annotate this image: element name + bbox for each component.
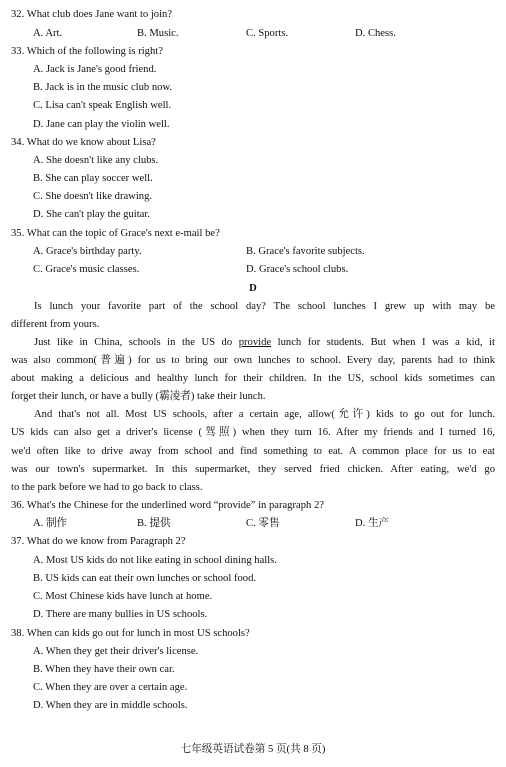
q33-option-d: D. Jane can play the violin well. (33, 119, 170, 130)
passage-line: about making a delicious and healthy lunch for their children. In the US, school kids sometimes can (11, 373, 495, 384)
q38-option-d: D. When they are in middle schools. (33, 700, 188, 711)
q35-option-d: D. Grace's school clubs. (246, 264, 349, 275)
q32-option-b: B. Music. (137, 28, 179, 39)
q35-option-a: A. Grace's birthday party. (33, 246, 142, 257)
q34-option-d: D. She can't play the guitar. (33, 209, 150, 220)
q37-option-b: B. US kids can eat their own lunches or school food. (33, 573, 257, 584)
q33-option-a: A. Jack is Jane's good friend. (33, 64, 157, 75)
passage-line: to the park before we had to go back to class. (11, 482, 203, 493)
question-36: 36. What's the Chinese for the underlined word “provide” in paragraph 2? (11, 500, 324, 511)
q36-option-c: C. 零售 (246, 518, 280, 529)
passage-line: Is lunch your favorite part of the school day? The school lunches I grew up with may be (34, 301, 495, 312)
question-34: 34. What do we know about Lisa? (11, 137, 156, 148)
passage-line (34, 336, 495, 350)
q37-option-d: D. There are many bullies in US schools. (33, 609, 208, 620)
passage-line: forget their lunch, or have a bully (霸凌者) take their lunch. (11, 391, 266, 402)
q32-option-a: A. Art. (33, 28, 63, 39)
q38-option-b: B. When they have their own car. (33, 664, 175, 675)
question-35: 35. What can the topic of Grace's next e-mail be? (11, 228, 220, 239)
passage-line: And that's not all. Most US schools, after a certain age, allow(允许) kids to go out for lunch. (34, 409, 495, 420)
question-33: 33. Which of the following is right? (11, 46, 163, 57)
question-37: 37. What do we know from Paragraph 2? (11, 536, 186, 547)
q36-option-a: A. 制作 (33, 518, 68, 529)
passage-line: we'd often like to drive away from school and find something to eat. A common place for us to eat (11, 446, 495, 457)
q35-option-b: B. Grace's favorite subjects. (246, 246, 365, 257)
page-footer: 七年级英语试卷第 5 页(共 8 页) (180, 744, 326, 755)
q32-option-d: D. Chess. (355, 28, 396, 39)
question-32: 32. What club does Jane want to join? (11, 9, 173, 20)
q34-option-a: A. She doesn't like any clubs. (33, 155, 159, 166)
q38-option-c: C. When they are over a certain age. (33, 682, 188, 693)
q37-option-c: C. Most Chinese kids have lunch at home. (33, 591, 213, 602)
passage-line: was also common(普遍) for us to bring our own lunches to school. Every day, parents had to think (11, 355, 495, 366)
section-label: D (249, 283, 257, 294)
q37-option-a: A. Most US kids do not like eating in school dining halls. (33, 555, 277, 566)
q33-option-b: B. Jack is in the music club now. (33, 82, 173, 93)
q38-option-a: A. When they get their driver's license. (33, 646, 199, 657)
q33-option-c: C. Lisa can't speak English well. (33, 100, 172, 111)
passage-text: lunch for students. But when I was a kid, it (271, 337, 495, 348)
passage-line: US kids can also get a driver's license (驾照) when they turn 16. After my friends and I turned 16, (11, 427, 495, 438)
underlined-word-provide: provide (238, 337, 272, 348)
q34-option-c: C. She doesn't like drawing. (33, 191, 153, 202)
q32-option-c: C. Sports. (246, 28, 289, 39)
q36-option-b: B. 提供 (137, 518, 171, 529)
question-38: 38. When can kids go out for lunch in most US schools? (11, 628, 250, 639)
passage-line: different from yours. (11, 319, 100, 330)
q36-option-d: D. 生产 (355, 518, 390, 529)
passage-line: was our town's supermarket. In this supermarket, they served fried chicken. After eating, we'd go (11, 464, 495, 475)
q35-option-c: C. Grace's music classes. (33, 264, 140, 275)
passage-text: Just like in China, schools in the US do (34, 337, 239, 348)
q34-option-b: B. She can play soccer well. (33, 173, 153, 184)
